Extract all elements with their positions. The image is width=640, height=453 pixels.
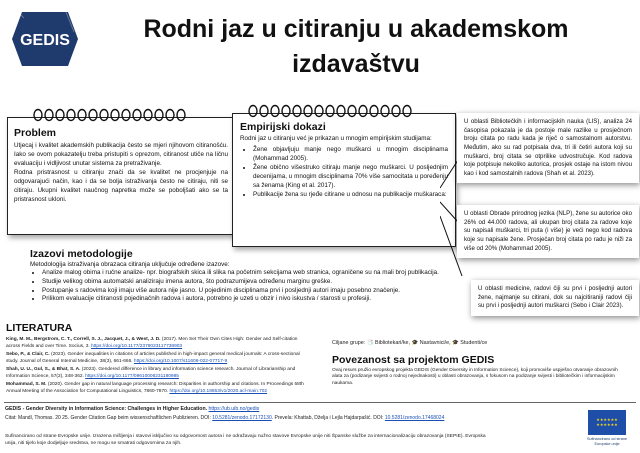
logo-text: GEDIS <box>20 32 70 49</box>
reference-link[interactable]: https://doi.org/10.1177/2378023117738903 <box>91 343 183 349</box>
footer-funding: Sufinancirano od strane Evropske unije. Izrazena mišljenja i stavovi isključivo su odgovornost autora i ne odražavaju nužno stavove Evropske unije niti Španske službe za internacionalizaciju obrazovanja (SEPIE). Evropska unija, niti tijelo koje dodjeljuje sredstva, ne mogu se smatrati odgovornima za njih. <box>5 434 486 446</box>
reference-item: King, M. M., Bergstrom, C. T., Correll, S. J., Jacquet, J., & West, J. D. (2017). Men Set Their Own Cites High: Gender and Self-citation across Fields and over Time. Socius, 3. https://doi.org/10.1177/2378023117738903 <box>6 337 298 349</box>
list-item: • Analize malog obima i ručne analize- npr. biografskih skica ili slika na početnim sekcijama web stranica, ograničene su na mali broj publikacija. <box>42 269 462 278</box>
footer-project: GEDIS - Gender Diversity in Information Science: Challenges in Higher Education. https://ub.uib.no/gedis <box>5 406 260 412</box>
list-item: • Prilikom evaluacije citiranosti pojedinačnih radova i autora, potrebno je uzeti u obzir i nivo iskustva / starosti u profesiji. <box>42 295 462 304</box>
list-item: • Postupanje s radovima koji imaju više autora nije jasno. U pojedinim disciplinama prvi i posljednji autori imaju posebno značenje. <box>42 287 462 296</box>
list-item: • Studije velikog obima automatski analiziraju imena autora, što podrazumijeva određenu marginu greške. <box>42 278 462 287</box>
list-item: • Žene objavljuju manje nego muškarci u mnogim disciplinama (Mohammad 2005). <box>253 146 448 164</box>
spiral-binding <box>248 104 448 118</box>
target-groups: Ciljane grupe: 📑 Bibliotekari/ke, 🎓 Nastavnici/e, 🎓 Studenti/ce <box>332 340 488 346</box>
reference-link[interactable]: https://doi.org/10.18653/v1/2020.acl-main.702 <box>169 389 268 395</box>
empirical-intro: Rodni jaz u citiranju već je prikazan u mnogim empirijskim studijama: <box>240 135 432 142</box>
methodology-heading: Izazovi metodologije <box>30 248 133 260</box>
eu-stars-icon: ★★★★★★★★★★★★ <box>596 417 618 427</box>
methodology-list <box>30 269 462 304</box>
problem-heading: Problem <box>14 127 57 139</box>
reference-link[interactable]: https://doi.org/10.1007/s11606-022-07717-9 <box>133 358 228 364</box>
side-box-nlp: U oblasti Obrade prirodnog jezika (NLP), žene su autorice oko 26% od 44.000 radova, ali ukupan broj citata za radove koje su napisali muškarci, tri puta (i više) je veći nego kod radova koje su napisale žene. Prosječan broj citata po radu je niži za više od 20% (Mohammad 2005). <box>457 205 639 258</box>
gedis-heading: Povezanost sa projektom GEDIS <box>332 353 495 366</box>
list-item: • Žene obično višestruko citiraju manje nego muškarci. U posljednjim decenijama, u mnogim disciplinama 70% više samocitata u poređenju sa ženama (King et al. 2017). <box>253 164 448 191</box>
problem-body: Utjecaj i kvalitet akademskih publikacija često se mjeri njihovom citiranošću. Iako se ovom pokazatelju treba pristupiti s oprezom, citiranost utiče na ličnu evaluaciju i vidljivost unutar sistema za pretraživanje. <box>14 142 228 167</box>
gedis-body: Ovaj resurs pružio evropskog projekta GEDIS (Gender Diversity in Information Science), koji promoviše uspješno otvaranje obrazovnih alata za (podizanje svijesti o rodnoj nejednakosti) u oblasti obrazovanja, s fokusom na podizanje svijesti i bibliotečkim i informacijskim naukama. <box>332 367 618 387</box>
reference-item: Shah, U. U., Gul, S., & Bhat, S. A. (2023). Gendered difference in library and information science research. Journal of Librarianship and Information Science, 57(2), 348-362. https://doi.org/10.1177/09610006231180985 <box>6 367 296 379</box>
problem-card <box>7 117 235 235</box>
list-item: • Publikacije žena su rjeđe citirane u odnosu na publikacije muškaraca: <box>253 191 448 200</box>
gedis-logo <box>8 10 80 68</box>
page-title: Rodni jaz u citiranju u akademskom izdavaštvu <box>143 15 569 78</box>
methodology-intro: Metodologija istraživanja obrazaca citiranja uključuje određene izazove: <box>30 261 230 268</box>
doi-link-translation[interactable]: 10.5281/zenodo.17468024 <box>384 415 445 421</box>
footer-divider <box>4 402 636 403</box>
empirical-list <box>240 146 448 200</box>
side-box-lis: U oblasti Bibliotečkih i informacijskih nauka (LIS), analiza 24 časopisa pokazala je da postoje male razlike u prosječnom broju citata po radu kada je riječ o samostalnom autorstvu. Međutim, ako su rad potpisala dva, tri ili četiri autora koji su muškarci, broj citata se otprilike udvostručuje. Kod radova koje potpisuje nekoliko autorica, prosjek ostaje na istom nivou kao i kod samostalnih radova (Shah et al. 2023). <box>457 113 639 183</box>
eu-flag <box>588 410 626 435</box>
reference-item: Mohammad, S. M. (2020). Gender gap in natural language processing research: Disparities in authorship and citations. In Proceedings 58th Annual Meeting of the Association for Computational Linguistics, 7860-7870. https://doi.org/10.18653/v1/2020.acl-main.702 <box>6 382 304 395</box>
empirical-heading: Empirijski dokazi <box>240 121 326 133</box>
methodology-section <box>30 248 462 304</box>
reference-link[interactable]: https://doi.org/10.1177/09610006231180985 <box>85 373 179 379</box>
spiral-binding <box>33 108 247 122</box>
doi-link[interactable]: 10.5281/zenodo.17172130 <box>212 415 272 421</box>
problem-body-2: Rodna pristrasnost u citiranju znači da se kvalitet ne procjenjuje na odgovarajući način, kao i da se bolja istraživanja često ne citiraju, niti se citiraju. Ukupni kvalitet naučnog napretka može se poboljšati ako se ta pristrasnost ukloni. <box>14 168 228 203</box>
project-link[interactable]: https://ub.uib.no/gedis <box>208 406 260 412</box>
footer-citation: Citat: Mandl, Thomas. 20 25. Gender Citation Gap beim wissenschaftlichen Publizieren. DOI: 10.5281/zenodo.17172130. Prevela: Khattab, Dželja i Lejla Hajdarpašić. DOI: 10.5281/zenodo.17468024 <box>5 415 445 421</box>
references-list <box>6 337 306 396</box>
eu-label: Sufinancirano od strane Europske unije <box>586 437 628 447</box>
side-box-medicine: U oblasti medicine, radovi čiji su prvi i posljednji autori žene, najmanje su citirani, dok su najcitiraniji radovi čiji su prvi i posljednji autori muškarci (Sebo i Clair 2023). <box>471 280 639 316</box>
reference-item: Sebo, P., & Clair, C. (2023). Gender inequalities in citations of articles published in high-impact general medical journals: A cross-sectional study. Journal of General Internal Medicine, 38(3), 661-666. https://doi.org/10.1007/s11606-022-07717-9 <box>6 352 300 364</box>
references-section <box>6 322 306 397</box>
empirical-card <box>232 113 456 247</box>
gedis-connection-section <box>332 340 628 388</box>
references-heading: LITERATURA <box>6 322 73 334</box>
